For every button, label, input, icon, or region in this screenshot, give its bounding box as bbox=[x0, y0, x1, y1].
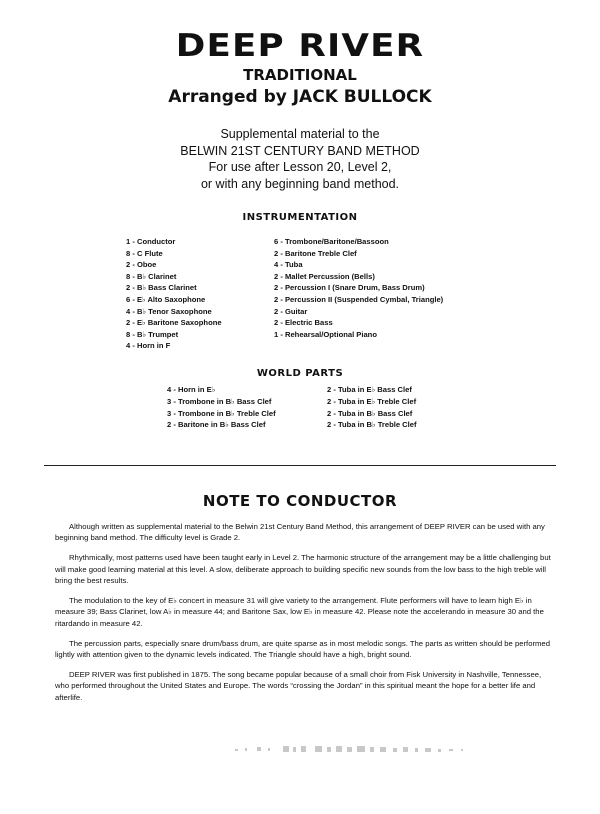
world-parts-left-list bbox=[167, 384, 276, 431]
instrument-item: 2 - Electric Bass bbox=[274, 318, 333, 328]
supplemental-line: Supplemental material to the bbox=[220, 127, 380, 141]
scan-smudge bbox=[235, 743, 470, 755]
instrument-item: 2 - Percussion II (Suspended Cymbal, Triangle) bbox=[274, 294, 444, 304]
world-part-item: 2 - Tuba in B♭ Bass Clef bbox=[327, 408, 413, 418]
note-paragraph: The modulation to the key of E♭ concert in measure 31 will give variety to the arrangement. Flute performers will have to learn high E♭ in measure 39; Bass Clarinet, low A♭ in measure 44; and Baritone Sax, low E♭ in measure 42. Please note the accelerando in measure 30 and the ritardando in measure 42. bbox=[55, 596, 544, 628]
world-parts-heading: WORLD PARTS bbox=[256, 368, 344, 379]
piece-subtitle: TRADITIONAL bbox=[243, 66, 357, 84]
world-parts-right-list bbox=[327, 384, 417, 431]
piece-title: DEEP RIVER bbox=[175, 28, 425, 64]
instrumentation-right-list bbox=[274, 236, 443, 340]
arranger-credit: Arranged by JACK BULLOCK bbox=[168, 87, 432, 107]
instrument-item: 1 - Rehearsal/Optional Piano bbox=[274, 329, 377, 339]
instrument-item: 8 - B♭ Clarinet bbox=[126, 271, 177, 281]
world-part-item: 4 - Horn in E♭ bbox=[167, 385, 216, 394]
world-part-item: 2 - Tuba in B♭ Treble Clef bbox=[327, 420, 417, 430]
instrument-item: 2 - Baritone Treble Clef bbox=[274, 248, 357, 258]
note-paragraph: The percussion parts, especially snare drum/bass drum, are quite sparse as in most melodic songs. The parts as written should be performed lightly with attention given to the dynamic levels indicated. The Triangle should have a high, bright sound. bbox=[55, 638, 550, 660]
instrument-item: 8 - C Flute bbox=[126, 248, 163, 258]
instrument-item: 2 - B♭ Bass Clarinet bbox=[126, 283, 197, 293]
instrument-item: 4 - Tuba bbox=[274, 260, 303, 270]
supplemental-line: For use after Lesson 20, Level 2, bbox=[208, 160, 392, 174]
world-part-item: 2 - Tuba in E♭ Bass Clef bbox=[327, 385, 412, 394]
world-part-item: 3 - Trombone in B♭ Bass Clef bbox=[167, 396, 272, 406]
instrument-item: 6 - Trombone/Baritone/Bassoon bbox=[274, 237, 389, 246]
instrument-item: 2 - Percussion I (Snare Drum, Bass Drum) bbox=[274, 283, 425, 293]
instrument-item: 1 - Conductor bbox=[126, 237, 176, 246]
instrument-item: 4 - Horn in F bbox=[126, 341, 171, 351]
note-paragraph: DEEP RIVER was first published in 1875. The song became popular because of a small choir from Fisk University in Nashville, Tennessee, who performed throughout the United States and Europe. The words “crossing the Jordan” in this spiritual meant the hope for a better life and afterlife. bbox=[55, 670, 542, 702]
instrument-item: 8 - B♭ Trumpet bbox=[126, 329, 179, 339]
note-body bbox=[55, 521, 557, 712]
world-part-item: 2 - Tuba in E♭ Treble Clef bbox=[327, 396, 417, 406]
note-paragraph: Although written as supplemental material to the Belwin 21st Century Band Method, this arrangement of DEEP RIVER can be used with any beginning band method. The difficulty level is Grade 2. bbox=[55, 522, 545, 543]
instrument-item: 2 - Oboe bbox=[126, 260, 157, 270]
instrument-item: 4 - B♭ Tenor Saxophone bbox=[126, 306, 212, 316]
instrument-item: 2 - Mallet Percussion (Bells) bbox=[274, 271, 375, 281]
supplemental-text bbox=[0, 126, 600, 192]
instrument-item: 2 - Guitar bbox=[274, 306, 308, 316]
note-paragraph: Rhythmically, most patterns used have been taught early in Level 2. The harmonic structure of the arrangement may be a little challenging but will make good learning material at this level. A slow, deliberate approach to building specific new sounds from the low bass to the high treble will bring the best results. bbox=[55, 553, 551, 586]
world-part-item: 2 - Baritone in B♭ Bass Clef bbox=[167, 420, 266, 430]
note-heading: NOTE TO CONDUCTOR bbox=[202, 492, 398, 510]
world-part-item: 3 - Trombone in B♭ Treble Clef bbox=[167, 408, 276, 418]
section-divider bbox=[44, 465, 556, 466]
instrumentation-heading: INSTRUMENTATION bbox=[242, 212, 358, 223]
supplemental-line: or with any beginning band method. bbox=[200, 176, 400, 191]
instrumentation-left-list bbox=[126, 236, 222, 352]
supplemental-line: BELWIN 21ST CENTURY BAND METHOD bbox=[180, 143, 420, 158]
instrument-item: 6 - E♭ Alto Saxophone bbox=[126, 294, 206, 304]
instrument-item: 2 - E♭ Baritone Saxophone bbox=[126, 318, 222, 328]
